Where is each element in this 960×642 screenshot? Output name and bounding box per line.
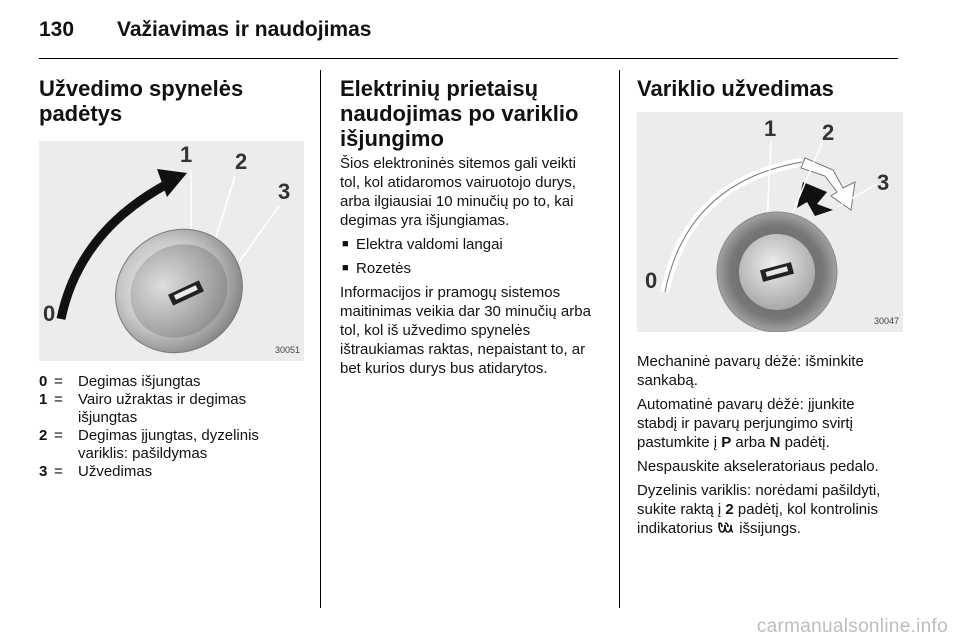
- page-title: Važiavimas ir naudojimas: [117, 18, 372, 41]
- figure-code: 30047: [873, 316, 899, 326]
- position-label-0: 0: [43, 301, 56, 326]
- legend-key: 1: [39, 391, 48, 408]
- legend-line: variklis: pašildymas: [78, 445, 208, 462]
- text-line: ištraukiamas raktas, nepaistant to, ar: [340, 341, 586, 358]
- column-engine-start: [637, 76, 909, 538]
- text-line: degimas yra išjungiamas.: [340, 212, 510, 229]
- heading-line: Užvedimo spynelės: [39, 76, 244, 101]
- text-line: Dyzelinis variklis: norėdami pašildyti,: [637, 482, 881, 499]
- ignition-start-illustration: [637, 112, 903, 332]
- gear-p-label: P: [721, 434, 732, 451]
- column-ignition-positions: [39, 76, 304, 481]
- legend-row: [39, 463, 304, 481]
- legend-sep: =: [54, 373, 63, 390]
- column-divider-1: [320, 70, 321, 608]
- legend-line: išjungtas: [78, 409, 138, 426]
- text-fragment: arba: [731, 434, 770, 451]
- bullet-square-icon: ■: [342, 262, 349, 274]
- info-paragraph: [340, 283, 608, 378]
- heading-line: padėtys: [39, 101, 123, 126]
- heading-line: Elektrinių prietaisų: [340, 76, 539, 101]
- column-electrical-after-off: [340, 76, 608, 378]
- watermark: carmanualsonline.info: [756, 616, 948, 637]
- text-line: Informacijos ir pramogų sistemos: [340, 284, 561, 301]
- legend-key: 2: [39, 427, 48, 444]
- text-line: maitinimas veikia dar 30 minučių arba: [340, 303, 591, 320]
- legend-sep: =: [54, 427, 63, 444]
- position-label-3: 3: [278, 179, 291, 204]
- section-heading-engine-start: Variklio užvedimas: [637, 76, 834, 101]
- header-rule: [39, 58, 898, 59]
- manual-gearbox-paragraph: [637, 352, 909, 390]
- legend-sep: =: [54, 391, 63, 408]
- position-label-2: 2: [822, 120, 835, 145]
- position-label-1: 1: [180, 142, 193, 167]
- text-line: sankabą.: [637, 372, 698, 389]
- text-fragment: padėtį, kol kontrolinis: [733, 501, 878, 518]
- position-label-2: 2: [235, 149, 248, 174]
- ignition-switch-illustration: [39, 141, 304, 361]
- text-fragment: sukite raktą į: [637, 501, 726, 518]
- page-number: 130: [39, 18, 75, 41]
- gear-n-label: N: [769, 434, 781, 451]
- position-label-1: 1: [764, 116, 777, 141]
- legend-key: 3: [39, 463, 48, 480]
- section-heading-electrical: [340, 76, 608, 151]
- text-line: arba ilgiausiai 10 minučių po to, kai: [340, 193, 574, 210]
- legend-row: [39, 427, 304, 463]
- legend-line: Užvedimas: [78, 463, 153, 480]
- legend-line: Degimas įjungtas, dyzelinis: [78, 427, 259, 444]
- intro-paragraph: [340, 154, 608, 230]
- bullet-item: [340, 235, 608, 254]
- legend-sep: =: [54, 463, 63, 480]
- legend-row: [39, 373, 304, 391]
- engine-start-figure: [637, 112, 903, 332]
- legend-text: [78, 391, 304, 427]
- bullet-item: [340, 259, 608, 278]
- page-header: [39, 18, 371, 48]
- legend-line: Degimas išjungtas: [78, 373, 201, 390]
- text-fragment: pastumkite į: [637, 434, 722, 451]
- text-fragment: padėtį.: [780, 434, 830, 451]
- text-line: tol, kol atidaromos vairuotojo durys,: [340, 174, 576, 191]
- position-label-0: 0: [645, 268, 658, 293]
- legend-line: Vairo užraktas ir degimas: [78, 391, 247, 408]
- text-fragment: išsijungs.: [735, 520, 801, 537]
- position-legend: [39, 373, 304, 481]
- legend-key: 0: [39, 373, 48, 390]
- text-line: tol, kol iš užvedimo spynelės: [340, 322, 531, 339]
- text-line: Mechaninė pavarų dėžė: išminkite: [637, 353, 864, 370]
- section-heading-ignition: [39, 76, 304, 126]
- heading-line: išjungimo: [340, 126, 444, 151]
- column-divider-2: [619, 70, 620, 608]
- legend-text: [78, 373, 304, 391]
- bullet-text: Rozetės: [356, 260, 412, 277]
- position-label-3: 3: [877, 170, 890, 195]
- legend-text: [78, 463, 304, 481]
- heading-line: naudojimas po variklio: [340, 101, 579, 126]
- diesel-paragraph: [637, 481, 909, 538]
- figure-code: 30051: [274, 345, 300, 355]
- accelerator-paragraph: Nespauskite akseleratoriaus pedalo.: [637, 458, 879, 475]
- legend-row: [39, 391, 304, 427]
- bullet-square-icon: ■: [342, 238, 349, 250]
- glow-plug-icon: [717, 521, 735, 535]
- bullet-text: Elektra valdomi langai: [356, 236, 503, 253]
- legend-text: [78, 427, 304, 463]
- text-line: stabdį ir pavarų perjungimo svirtį: [637, 415, 853, 432]
- text-line: Automatinė pavarų dėžė: įjunkite: [637, 396, 855, 413]
- text-fragment: indikatorius: [637, 520, 718, 537]
- ignition-switch-figure: [39, 141, 304, 361]
- automatic-gearbox-paragraph: [637, 395, 909, 452]
- position-2-label: 2: [725, 501, 734, 518]
- text-line: bet kurios durys bus atidarytos.: [340, 360, 548, 377]
- text-line: Šios elektroninės sitemos gali veikti: [340, 155, 576, 172]
